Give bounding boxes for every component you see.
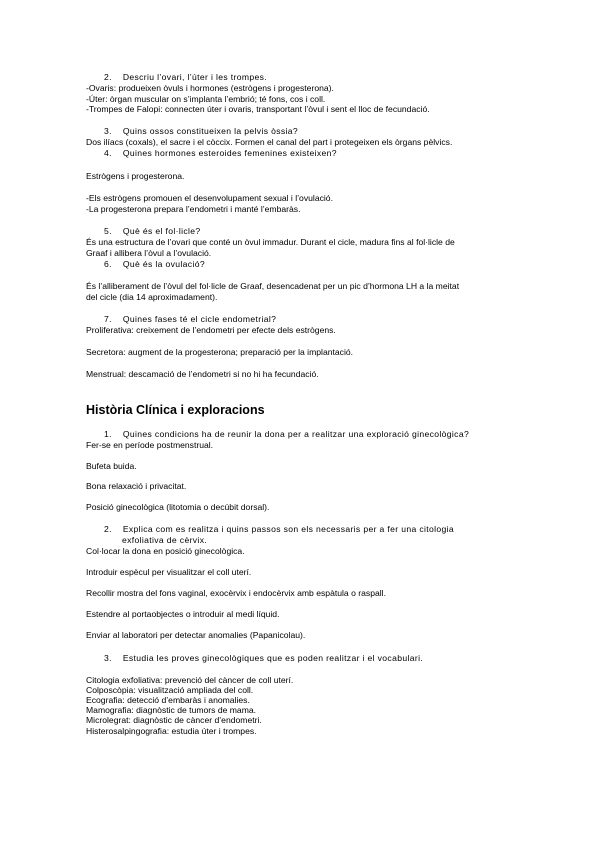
question-text: Què és el fol·licle?: [122, 226, 201, 236]
question-text: Estudia les proves ginecològiques que es poden realitzar i el vocabulari.: [122, 653, 424, 663]
question-text: Quines fases té el cicle endometrial?: [122, 314, 277, 324]
answer-line: Dos ilíacs (coxals), el sacre i el còccix. Formen el canal del part i protegeixen els òrgans pèlvics.: [86, 137, 453, 147]
answer-line: Proliferativa: creixement de l’endometri per efecte dels estrògens.: [86, 325, 336, 335]
answer-line: Bufeta buida.: [86, 461, 137, 471]
answer-line: Fer-se en període postmenstrual.: [86, 440, 214, 450]
question-4: [104, 148, 337, 158]
answer-line: És l’alliberament de l’òvul del fol·licle de Graaf, desencadenat per un pic d’hormona LH a la meitat: [86, 281, 460, 291]
question-2: [104, 72, 267, 82]
answer-line: -Úter: òrgan muscular on s’implanta l’embrió; té fons, cos i coll.: [86, 94, 326, 104]
answer-line: -Els estrògens promouen el desenvolupament sexual i l’ovulació.: [86, 193, 333, 203]
question-text: Quines condicions ha de reunir la dona per a realitzar una exploració ginecològica?: [122, 429, 470, 439]
answer-line: -La progesterona prepara l’endometri i manté l’embaràs.: [86, 204, 301, 214]
answer-line: -Ovaris: produeixen òvuls i hormones (estrògens i progesterona).: [86, 83, 334, 93]
question-number: 7.: [104, 314, 112, 324]
question-number: 3.: [104, 653, 112, 663]
answer-line: Microlegrat: diagnòstic de càncer d’endometri.: [86, 715, 262, 725]
question-text: Què és la ovulació?: [122, 259, 205, 269]
question-number: 2.: [104, 72, 112, 82]
answer-line: És una estructura de l’ovari que conté un òvul immadur. Durant el cicle, madura fins al fol·licle de: [86, 237, 455, 247]
question-text-continued: exfoliativa de cèrvix.: [122, 535, 208, 545]
answer-line: Ecografia: detecció d’embaràs i anomalies.: [86, 695, 250, 705]
question-2b: [104, 524, 454, 534]
answer-line: Estrògens i progesterona.: [86, 171, 185, 181]
answer-line: Posició ginecològica (litotomia o decúbit dorsal).: [86, 502, 270, 512]
answer-line: Menstrual: descamació de l’endometri si no hi ha fecundació.: [86, 369, 319, 379]
question-3b: [104, 653, 423, 663]
question-7: [104, 314, 276, 324]
question-text: Descriu l’ovari, l’úter i les trompes.: [122, 72, 267, 82]
question-number: 5.: [104, 226, 112, 236]
answer-line: Secretora: augment de la progesterona; preparació per la implantació.: [86, 347, 354, 357]
answer-line: Introduir espècul per visualitzar el coll uterí.: [86, 567, 252, 577]
question-text: Quines hormones esteroides femenines existeixen?: [122, 148, 337, 158]
answer-line: Bona relaxació i privacitat.: [86, 481, 187, 491]
answer-line: Col·locar la dona en posició ginecològica.: [86, 546, 245, 556]
question-number: 4.: [104, 148, 112, 158]
answer-line: -Trompes de Falopi: connecten úter i ovaris, transportant l’òvul i sent el lloc de fecundació.: [86, 104, 430, 114]
answer-line: Histerosalpingografia: estudia úter i trompes.: [86, 726, 257, 736]
question-3: [104, 126, 298, 136]
section-heading: Història Clínica i exploracions: [86, 403, 265, 417]
answer-line: Colposcòpia: visualització ampliada del coll.: [86, 685, 254, 695]
question-number: 6.: [104, 259, 112, 269]
answer-line: Graaf i allibera l’òvul a l’ovulació.: [86, 248, 212, 258]
answer-line: Enviar al laboratori per detectar anomalies (Papanicolau).: [86, 630, 306, 640]
answer-line: Recollir mostra del fons vaginal, exocèrvix i endocèrvix amb espàtula o raspall.: [86, 588, 386, 598]
question-1: [104, 429, 469, 439]
question-number: 1.: [104, 429, 112, 439]
question-number: 3.: [104, 126, 112, 136]
question-text: Quins ossos constitueixen la pelvis òssia?: [122, 126, 299, 136]
answer-line: Estendre al portaobjectes o introduir al medi líquid.: [86, 609, 280, 619]
answer-line: Citologia exfoliativa: prevenció del càncer de coll uterí.: [86, 675, 294, 685]
question-number: 2.: [104, 524, 112, 534]
answer-line: Mamografia: diagnòstic de tumors de mama.: [86, 705, 257, 715]
question-6: [104, 259, 205, 269]
answer-line: del cicle (dia 14 aproximadament).: [86, 292, 218, 302]
question-text: Explica com es realitza i quins passos son els necessaris per a fer una citologia: [122, 524, 455, 534]
question-5: [104, 226, 201, 236]
